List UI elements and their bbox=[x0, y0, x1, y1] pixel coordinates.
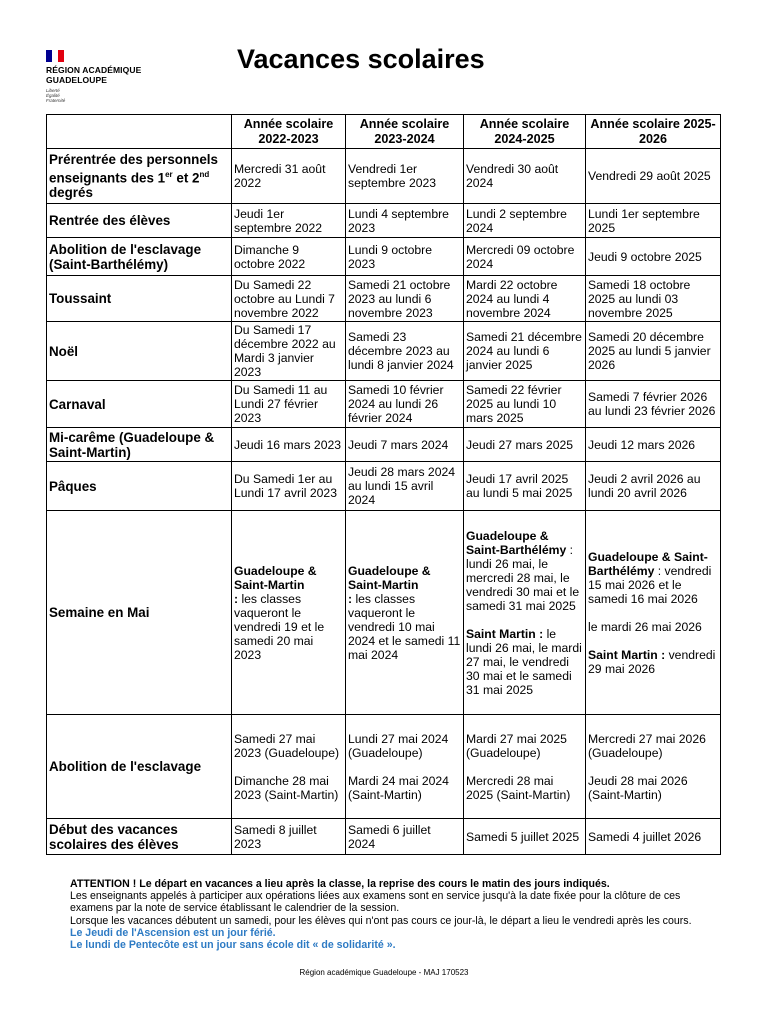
cell: Samedi 4 juillet 2026 bbox=[586, 819, 721, 855]
region-label: Saint Martin : bbox=[466, 626, 544, 641]
mai-text: vendredi 29 mai 2026 bbox=[588, 647, 716, 676]
abolition-date: Mardi 24 mai 2024 (Saint-Martin) bbox=[348, 773, 449, 802]
abolition-date: Mercredi 28 mai 2025 (Saint-Martin) bbox=[466, 773, 571, 802]
cell: Jeudi 27 mars 2025 bbox=[464, 428, 586, 462]
logo-line-1: RÉGION ACADÉMIQUE bbox=[46, 65, 142, 75]
cell: Du Samedi 17 décembre 2022 au Mardi 3 janvier 2023 bbox=[232, 322, 346, 381]
abolition-date: Mardi 27 mai 2025 (Guadeloupe) bbox=[466, 731, 567, 760]
mai-text: : lundi 26 mai, le mercredi 28 mai, le vendredi 30 mai et le samedi 31 mai 2025 bbox=[466, 542, 580, 613]
cell: Jeudi 7 mars 2024 bbox=[346, 428, 464, 462]
cell: Lundi 1er septembre 2025 bbox=[586, 204, 721, 238]
colon: : bbox=[348, 591, 353, 606]
abolition-date: Samedi 27 mai 2023 (Guadeloupe) bbox=[234, 731, 340, 760]
row-label-prerentree: Prérentrée des personnels enseignants des 1er et 2nd degrés bbox=[47, 149, 232, 204]
cell: Jeudi 9 octobre 2025 bbox=[586, 238, 721, 276]
header-2023-2024: Année scolaire 2023-2024 bbox=[346, 115, 464, 149]
cell: Samedi 6 juillet 2024 bbox=[346, 819, 464, 855]
colon: : bbox=[234, 591, 239, 606]
header-empty bbox=[47, 115, 232, 149]
region-label: Guadeloupe & Saint-Martin bbox=[348, 563, 431, 592]
row-label-abolition: Abolition de l'esclavage bbox=[47, 715, 232, 819]
french-flag-icon bbox=[46, 50, 64, 62]
region-label: Saint Martin : bbox=[588, 647, 666, 662]
row-label-debut-vacances: Début des vacances scolaires des élèves bbox=[47, 819, 232, 855]
row-carnaval bbox=[47, 381, 721, 428]
row-rentree bbox=[47, 204, 721, 238]
cell: Mercredi 31 août 2022 bbox=[232, 149, 346, 204]
cell: Du Samedi 11 au Lundi 27 février 2023 bbox=[232, 381, 346, 428]
cell: Samedi 21 décembre 2024 au lundi 6 janvier 2025 bbox=[464, 322, 586, 381]
cell: Jeudi 1er septembre 2022 bbox=[232, 204, 346, 238]
note-examens: Les enseignants appelés à participer aux opérations liées aux examens sont en service jusqu'à la date fixée pour la clôture de ces examens par la note de service établissant le calendrier de la session. bbox=[70, 890, 681, 915]
cell: Vendredi 29 août 2025 bbox=[586, 149, 721, 204]
mai-text: le lundi 26 mai, le mardi 27 mai, le vendredi 30 mai et le samedi 31 mai 2025 bbox=[466, 626, 582, 697]
row-label-noel: Noël bbox=[47, 322, 232, 381]
mai-text: les classes vaqueront le vendredi 19 et le samedi 20 mai 2023 bbox=[234, 591, 325, 662]
header-row bbox=[47, 115, 721, 149]
cell-mai-2025 bbox=[464, 511, 586, 715]
page-title: Vacances scolaires bbox=[237, 44, 485, 74]
cell-abolition-2023 bbox=[232, 715, 346, 819]
mai-text: les classes vaqueront le vendredi 10 mai 2024 et le samedi 11 mai 2024 bbox=[348, 591, 461, 662]
motto-fraternite: Fraternité bbox=[46, 98, 66, 103]
cell: Jeudi 2 avril 2026 au lundi 20 avril 2026 bbox=[586, 462, 721, 511]
cell: Samedi 18 octobre 2025 au lundi 03 novembre 2025 bbox=[586, 276, 721, 322]
region-label: Guadeloupe & Saint-Martin bbox=[234, 563, 317, 592]
mai-text: : vendredi 15 mai 2026 et le samedi 16 mai 2026 bbox=[588, 563, 712, 606]
cell: Samedi 23 décembre 2023 au lundi 8 janvier 2024 bbox=[346, 322, 464, 381]
region-label: Guadeloupe & Saint-Barthélémy bbox=[466, 528, 567, 557]
calendar-table bbox=[46, 114, 721, 855]
row-paques bbox=[47, 462, 721, 511]
cell-mai-2023 bbox=[232, 511, 346, 715]
cell: Vendredi 30 août 2024 bbox=[464, 149, 586, 204]
cell: Jeudi 12 mars 2026 bbox=[586, 428, 721, 462]
cell: Mercredi 09 octobre 2024 bbox=[464, 238, 586, 276]
note-ascension: Le Jeudi de l'Ascension est un jour férié. bbox=[70, 926, 276, 939]
note-pentecote: Le lundi de Pentecôte est un jour sans école dit « de solidarité ». bbox=[70, 939, 396, 952]
row-label-semaine-mai: Semaine en Mai bbox=[47, 511, 232, 715]
cell: Samedi 20 décembre 2025 au lundi 5 janvier 2026 bbox=[586, 322, 721, 381]
cell: Samedi 22 février 2025 au lundi 10 mars 2025 bbox=[464, 381, 586, 428]
cell: Mardi 22 octobre 2024 au lundi 4 novembre 2024 bbox=[464, 276, 586, 322]
row-mi-careme bbox=[47, 428, 721, 462]
row-label-toussaint: Toussaint bbox=[47, 276, 232, 322]
row-label-mi-careme: Mi-carême (Guadeloupe & Saint-Martin) bbox=[47, 428, 232, 462]
logo-line-2: GUADELOUPE bbox=[46, 74, 107, 85]
cell: Lundi 9 octobre 2023 bbox=[346, 238, 464, 276]
row-debut-vacances bbox=[47, 819, 721, 855]
row-toussaint bbox=[47, 276, 721, 322]
cell: Du Samedi 22 octobre au Lundi 7 novembre 2022 bbox=[232, 276, 346, 322]
cell: Samedi 7 février 2026 au lundi 23 février 2026 bbox=[586, 381, 721, 428]
cell: Dimanche 9 octobre 2022 bbox=[232, 238, 346, 276]
row-semaine-mai bbox=[47, 511, 721, 715]
motto-egalite: Égalité bbox=[46, 93, 60, 98]
header-2024-2025: Année scolaire 2024-2025 bbox=[464, 115, 586, 149]
row-label-paques: Pâques bbox=[47, 462, 232, 511]
row-label-carnaval: Carnaval bbox=[47, 381, 232, 428]
row-label-rentree: Rentrée des élèves bbox=[47, 204, 232, 238]
page-footer: Région académique Guadeloupe - MAJ 170523 bbox=[299, 968, 469, 977]
cell: Lundi 2 septembre 2024 bbox=[464, 204, 586, 238]
row-abolition-sb bbox=[47, 238, 721, 276]
abolition-date: Jeudi 28 mai 2026 (Saint-Martin) bbox=[588, 773, 688, 802]
cell: Du Samedi 1er au Lundi 17 avril 2023 bbox=[232, 462, 346, 511]
mai-text: le mardi 26 mai 2026 bbox=[588, 619, 702, 634]
region-label: Guadeloupe & Saint-Barthélémy bbox=[588, 549, 708, 578]
cell-mai-2024 bbox=[346, 511, 464, 715]
abolition-date: Lundi 27 mai 2024 (Guadeloupe) bbox=[348, 731, 449, 760]
logo-motto bbox=[46, 88, 176, 103]
cell: Jeudi 17 avril 2025 au lundi 5 mai 2025 bbox=[464, 462, 586, 511]
header-2022-2023: Année scolaire 2022-2023 bbox=[232, 115, 346, 149]
header-2025-2026: Année scolaire 2025-2026 bbox=[586, 115, 721, 149]
note-samedi: Lorsque les vacances débutent un samedi, pour les élèves qui n'ont pas cours ce jour-là, le départ a lieu le vendredi après les cours. bbox=[70, 914, 692, 927]
cell-mai-2026 bbox=[586, 511, 721, 715]
cell: Vendredi 1er septembre 2023 bbox=[346, 149, 464, 204]
abolition-date: Mercredi 27 mai 2026 (Guadeloupe) bbox=[588, 731, 706, 760]
cell-abolition-2024 bbox=[346, 715, 464, 819]
footnotes bbox=[70, 878, 720, 951]
attention-note: ATTENTION ! Le départ en vacances a lieu après la classe, la reprise des cours le matin des jours indiqués. bbox=[70, 878, 610, 890]
cell: Jeudi 28 mars 2024 au lundi 15 avril 2024 bbox=[346, 462, 464, 511]
cell-abolition-2026 bbox=[586, 715, 721, 819]
motto-liberte: Liberté bbox=[46, 88, 60, 93]
academy-logo bbox=[46, 50, 176, 103]
row-prerentree bbox=[47, 149, 721, 204]
cell: Samedi 5 juillet 2025 bbox=[464, 819, 586, 855]
cell: Jeudi 16 mars 2023 bbox=[232, 428, 346, 462]
cell: Samedi 10 février 2024 au lundi 26 février 2024 bbox=[346, 381, 464, 428]
row-label-abolition-sb: Abolition de l'esclavage (Saint-Barthélémy) bbox=[47, 238, 232, 276]
cell: Lundi 4 septembre 2023 bbox=[346, 204, 464, 238]
row-noel bbox=[47, 322, 721, 381]
cell: Samedi 8 juillet 2023 bbox=[232, 819, 346, 855]
cell-abolition-2025 bbox=[464, 715, 586, 819]
cell: Samedi 21 octobre 2023 au lundi 6 novembre 2023 bbox=[346, 276, 464, 322]
row-abolition bbox=[47, 715, 721, 819]
abolition-date: Dimanche 28 mai 2023 (Saint-Martin) bbox=[234, 773, 339, 802]
